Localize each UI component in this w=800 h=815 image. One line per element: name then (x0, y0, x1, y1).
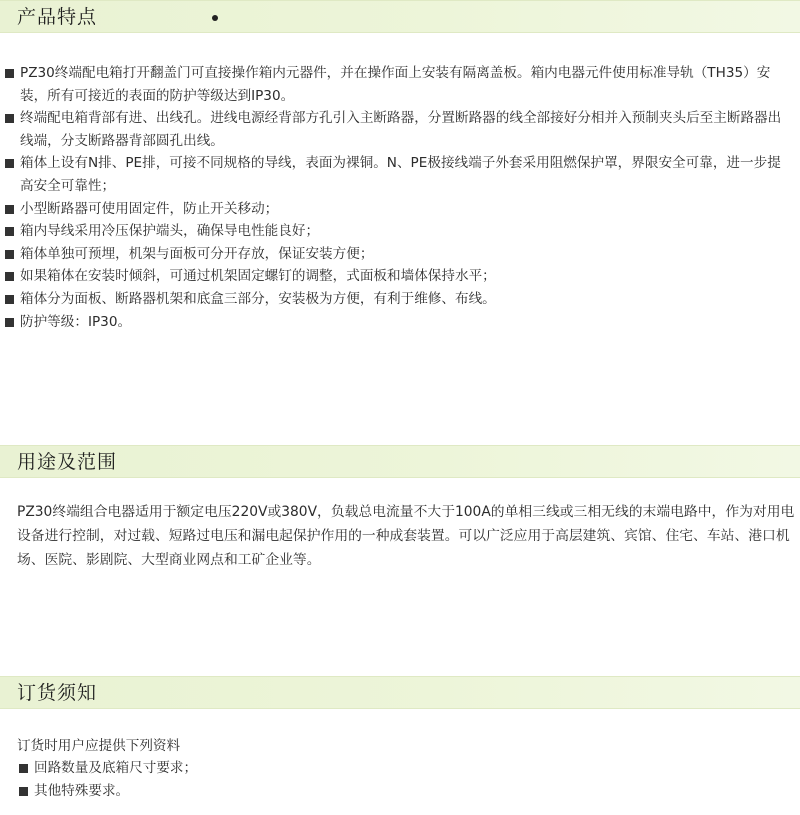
square-bullet-icon (5, 159, 14, 168)
ordering-list-item: 回路数量及底箱尺寸要求； (0, 757, 800, 780)
features-list-item: 箱体分为面板、断路器机架和底盒三部分，安装极为方便，有利于维修、布线。 (0, 288, 800, 311)
features-list-item: PZ30终端配电箱打开翻盖门可直接操作箱内元器件，并在操作面上安装有隔离盖板。箱内电器元件使用标准导轨（TH35）安装，所有可接近的表面的防护等级达到IP30。 (0, 62, 800, 107)
section-title-features: 产品特点 (17, 6, 98, 28)
features-list (0, 62, 800, 333)
dot-mark (212, 15, 218, 21)
square-bullet-icon (5, 318, 14, 327)
square-bullet-icon (5, 227, 14, 236)
square-bullet-icon (5, 250, 14, 259)
square-bullet-icon (5, 69, 14, 78)
ordering-intro: 订货时用户应提供下列资料 (17, 738, 181, 754)
usage-paragraph: PZ30终端组合电器适用于额定电压220V或380V，负载总电流量不大于100A的单相三线或三相无线的末端电路中，作为对用电设备进行控制，对过载、短路过电压和漏电起保护作用的一种成套装置。可以广泛应用于高层建筑、宾馆、住宅、车站、港口机场、医院、影剧院、大型商业网点和工矿企业等。 (17, 504, 795, 568)
square-bullet-icon (5, 114, 14, 123)
section-header-ordering (0, 676, 800, 709)
square-bullet-icon (5, 272, 14, 281)
features-list-item: 小型断路器可使用固定件，防止开关移动； (0, 198, 800, 221)
section-header-usage (0, 445, 800, 478)
features-list-item: 如果箱体在安装时倾斜，可通过机架固定螺钉的调整，式面板和墙体保持水平； (0, 265, 800, 288)
features-list-item: 终端配电箱背部有进、出线孔。进线电源经背部方孔引入主断路器，分置断路器的线全部接好分相并入预制夹头后至主断路器出线端，分支断路器背部圆孔出线。 (0, 107, 800, 152)
features-list-item: 防护等级：IP30。 (0, 311, 800, 334)
ordering-list (0, 757, 800, 802)
square-bullet-icon (5, 295, 14, 304)
ordering-list-item: 其他特殊要求。 (0, 780, 800, 803)
square-bullet-icon (5, 205, 14, 214)
square-bullet-icon (19, 787, 28, 796)
features-list-item: 箱体单独可预埋，机架与面板可分开存放，保证安装方便； (0, 243, 800, 266)
features-list-item: 箱体上设有N排、PE排，可接不同规格的导线，表面为裸铜。N、PE极接线端子外套采用阻燃保护罩，界限安全可靠，进一步提高安全可靠性； (0, 152, 800, 197)
features-list-item: 箱内导线采用冷压保护端头，确保导电性能良好； (0, 220, 800, 243)
section-header-features (0, 0, 800, 33)
section-title-usage: 用途及范围 (17, 451, 118, 473)
square-bullet-icon (19, 764, 28, 773)
section-title-ordering: 订货须知 (17, 682, 98, 704)
